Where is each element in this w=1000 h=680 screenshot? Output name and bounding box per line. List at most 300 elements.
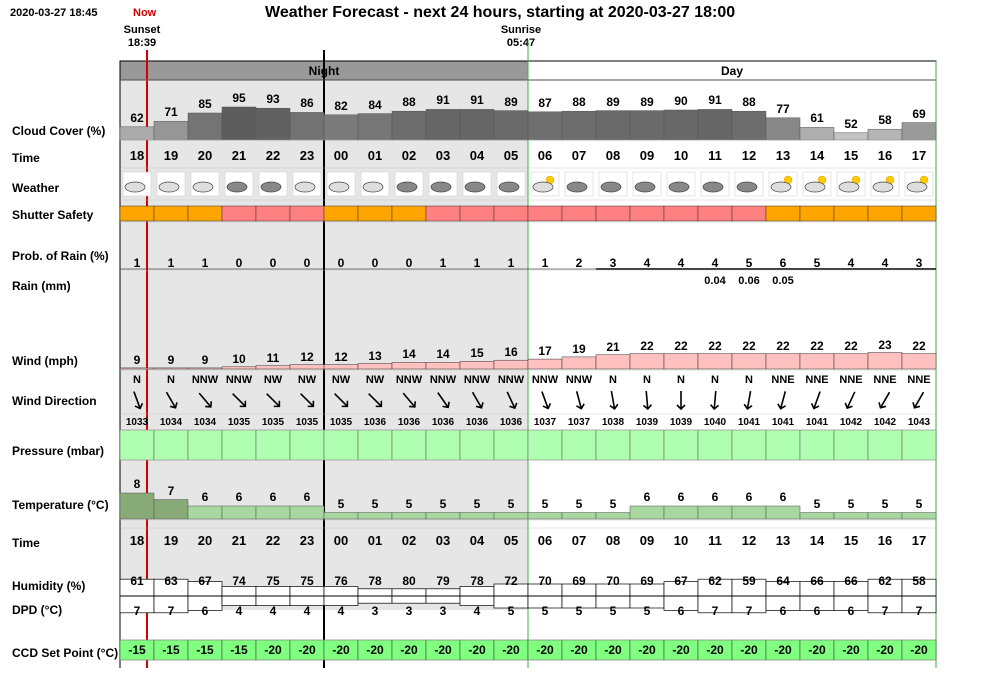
cloud-cover-bar [324,115,358,140]
prob-rain-value: 2 [575,256,583,270]
hour-label: 17 [911,148,927,163]
partly-cloudy-night-icon [159,182,179,192]
prob-rain-value: 4 [847,256,855,270]
wind-value: 22 [912,338,926,353]
prob-rain-value: 1 [473,256,481,270]
cloud-cover-bar [800,127,834,140]
wind-direction-value: N [167,374,175,386]
pressure-value: 1036 [465,417,489,428]
cloud-cover-bar [664,110,698,140]
wind-value: 14 [402,347,416,362]
ccd-value: -20 [876,643,894,657]
temperature-bar [766,506,800,519]
hour-label: 18 [129,533,145,548]
cloud-cover-value: 90 [674,94,688,108]
cloud-icon [431,182,451,192]
prob-rain-value: 5 [745,256,753,270]
cloud-cover-value: 88 [572,95,586,110]
cloud-cover-label: Cloud Cover (%) [12,124,106,138]
cloud-icon [499,182,519,192]
partly-cloudy-day-icon [907,182,927,192]
wind-value: 12 [334,349,348,364]
temperature-value: 8 [133,477,141,491]
cloud-cover-value: 89 [640,94,654,109]
wind-bar [902,354,936,369]
pressure-bar [562,430,596,460]
ccd-value: -20 [774,643,792,657]
temperature-bar [528,513,562,520]
temperature-value: 6 [269,490,277,504]
ccd-value: -20 [706,643,724,657]
wind-arrow-icon [777,390,789,409]
humidity-value: 62 [708,574,722,588]
pressure-bar [902,430,936,460]
temperature-value: 5 [473,496,481,511]
hour-label: 22 [265,533,281,548]
pressure-bar [290,430,324,460]
temperature-bar [256,506,290,519]
wind-direction-value: N [609,374,617,386]
partly-cloudy-night-icon [295,182,315,192]
prob-rain-value: 0 [303,256,311,270]
humidity-value: 63 [164,574,178,588]
dpd-value: 5 [575,604,583,618]
pressure-value: 1040 [703,417,727,428]
temperature-value: 5 [847,496,855,511]
dpd-label: DPD (°C) [12,603,63,617]
cloud-cover-bar [902,123,936,140]
dpd-value: 5 [609,604,617,618]
wind-value: 16 [504,345,518,360]
shutter-safety-cell [154,206,188,221]
timestamp: 2020-03-27 18:45 [10,7,98,19]
temperature-bar [120,493,154,519]
pressure-value: 1035 [227,417,251,428]
shutter-safety-cell [426,206,460,221]
wind-direction-value: NW [263,374,283,386]
partly-cloudy-day-icon [533,182,553,192]
hour-label: 02 [401,148,417,163]
pressure-value: 1039 [635,417,659,428]
hour-label: 00 [333,533,349,548]
cloud-icon [703,182,723,192]
cloud-cover-value: 86 [300,96,314,111]
temperature-label: Temperature (°C) [12,498,109,512]
wind-arrow-shape [642,391,652,410]
wind-direction-value: N [133,374,141,386]
prob-rain-value: 4 [677,256,685,270]
cloud-cover-value: 85 [198,97,212,111]
cloud-cover-value: 58 [878,113,892,128]
wind-arrow-icon [810,390,824,410]
wind-value: 22 [776,338,790,353]
pressure-label: Pressure (mbar) [12,444,105,458]
prob-rain-value: 1 [507,256,515,270]
shutter-safety-cell [188,206,222,221]
wind-arrow-icon [710,391,720,410]
pressure-bar [698,430,732,460]
prob-rain-value: 0 [269,256,277,270]
wind-bar [392,362,426,369]
wind-arrow-icon [607,390,618,409]
hour-label: 16 [877,148,893,163]
cloud-icon [397,182,417,192]
pressure-value: 1034 [159,417,183,428]
hour-label: 18 [129,148,145,163]
humidity-value: 58 [912,574,926,588]
ccd-value: -20 [638,643,656,657]
wind-bar [494,360,528,369]
shutter-safety-cell [664,206,698,221]
ccd-value: -20 [502,643,520,657]
cloud-icon [261,182,281,192]
prob-rain-label: Prob. of Rain (%) [12,249,109,263]
hour-label: 03 [435,148,451,163]
cloud-cover-bar [630,111,664,140]
hour-label: 17 [911,533,927,548]
hour-label: 14 [809,148,825,163]
cloud-cover-bar [528,112,562,140]
wind-value: 11 [266,350,280,365]
humidity-value: 62 [878,574,892,588]
cloud-cover-bar [596,111,630,140]
humidity-value: 67 [674,574,688,588]
wind-value: 17 [538,344,552,359]
day-label: Day [720,64,743,78]
humidity-value: 59 [742,574,756,588]
wind-value: 22 [742,338,756,353]
hour-label: 06 [537,148,553,163]
humidity-label: Humidity (%) [12,579,86,593]
time-label-2: Time [12,536,40,550]
partly-cloudy-day-icon [771,182,791,192]
wind-direction-value: NW [365,374,385,386]
pressure-bar [834,430,868,460]
wind-bar [120,368,154,369]
pressure-bar [664,430,698,460]
cloud-cover-value: 89 [504,94,518,109]
shutter-safety-cell [596,206,630,221]
pressure-value: 1042 [839,417,863,428]
wind-value: 23 [878,337,892,352]
dpd-value: 7 [133,604,141,618]
temperature-value: 5 [881,496,889,511]
cloud-cover-bar [290,112,324,140]
cloud-cover-bar [154,121,188,140]
wind-direction-value: NNW [429,374,457,386]
ccd-value: -20 [332,643,350,657]
wind-bar [664,354,698,369]
pressure-value: 1037 [533,417,557,428]
pressure-bar [494,430,528,460]
hour-label: 01 [367,148,383,163]
prob-rain-value: 0 [235,256,243,270]
hour-label: 19 [163,148,179,163]
rain-value: 0.06 [738,275,760,287]
shutter-safety-cell [256,206,290,221]
wind-arrow-icon [573,390,585,409]
hour-label: 01 [367,533,383,548]
shutter-safety-cell [766,206,800,221]
wind-bar [290,365,324,369]
temperature-bar [834,513,868,520]
cloud-cover-value: 84 [368,97,382,112]
pressure-bar [460,430,494,460]
temperature-value: 5 [507,496,515,511]
temperature-value: 5 [575,496,583,511]
sunrise-label: Sunrise [500,24,542,36]
dpd-value: 7 [167,604,175,618]
hour-label: 07 [571,533,587,548]
wind-arrow-shape [844,390,859,410]
dpd-value: 6 [779,604,787,618]
wind-direction-value: N [711,374,719,386]
temperature-bar [392,513,426,520]
wind-direction-value: N [745,374,753,386]
humidity-value: 69 [572,574,586,588]
hour-label: 23 [299,148,315,163]
wind-direction-value: N [643,374,651,386]
wind-direction-value: NNE [873,374,897,386]
sunset-time: 18:39 [127,37,157,49]
hour-label: 14 [809,533,825,548]
pressure-value: 1041 [737,417,761,428]
wind-bar [630,354,664,369]
wind-bar [256,366,290,369]
wind-direction-value: NNW [395,374,423,386]
wind-bar [732,354,766,369]
wind-direction-label: Wind Direction [12,394,97,408]
pressure-bar [358,430,392,460]
partly-cloudy-night-icon [125,182,145,192]
shutter-safety-cell [902,206,936,221]
wind-value: 13 [368,348,382,363]
shutter-safety-cell [494,206,528,221]
wind-arrow-shape [538,390,552,410]
pressure-bar [392,430,426,460]
wind-bar [562,357,596,369]
humidity-value: 78 [368,574,382,588]
dpd-value: 6 [813,604,821,618]
temperature-value: 5 [915,496,923,511]
hour-label: 15 [843,533,859,548]
wind-bar [766,354,800,369]
wind-direction-value: N [677,374,685,386]
hour-label: 08 [605,533,621,548]
temperature-value: 6 [303,490,311,504]
wind-value: 9 [133,352,141,367]
temperature-bar [902,513,936,520]
pressure-bar [256,430,290,460]
partly-cloudy-day-icon [839,182,859,192]
temperature-value: 5 [813,496,821,511]
cloud-icon [635,182,655,192]
prob-rain-value: 1 [133,256,141,270]
wind-bar [222,367,256,369]
prob-rain-value: 1 [201,256,209,270]
dpd-value: 4 [337,604,345,618]
dpd-value: 3 [405,604,413,618]
wind-direction-value: NW [297,374,317,386]
temperature-value: 6 [201,490,209,504]
wind-direction-value: NNW [191,374,219,386]
shutter-safety-cell [630,206,664,221]
humidity-value: 61 [130,574,144,588]
wind-direction-value: NNE [907,374,931,386]
prob-rain-value: 3 [609,256,617,270]
hour-label: 05 [503,533,519,548]
partly-cloudy-night-icon [363,182,383,192]
cloud-cover-value: 91 [470,93,484,108]
temperature-value: 5 [337,496,345,511]
page-title: Weather Forecast - next 24 hours, starting at 2020-03-27 18:00 [265,4,736,21]
night-label: Night [308,64,340,78]
wind-arrow-icon [877,390,893,410]
cloud-cover-bar [698,109,732,140]
rain-value: 0.05 [772,275,794,287]
pressure-value: 1042 [873,417,897,428]
wind-bar [868,353,902,370]
pressure-value: 1035 [329,417,353,428]
temperature-bar [358,513,392,520]
hour-label: 03 [435,533,451,548]
cloud-cover-bar [868,129,902,140]
wind-direction-value: NNE [839,374,863,386]
temperature-bar [188,506,222,519]
pressure-value: 1035 [261,417,285,428]
shutter-safety-cell [800,206,834,221]
wind-arrow-shape [810,390,824,410]
time-label: Time [12,151,40,165]
wind-bar [426,362,460,369]
partly-cloudy-day-icon [805,182,825,192]
cloud-icon [737,182,757,192]
wind-value: 22 [674,338,688,353]
pressure-bar [120,430,154,460]
shutter-safety-cell [324,206,358,221]
shutter-safety-cell [732,206,766,221]
temperature-value: 7 [167,483,175,498]
wind-value: 19 [572,341,586,356]
humidity-value: 66 [844,574,858,588]
dpd-value: 4 [269,604,277,618]
ccd-value: -20 [468,643,486,657]
wind-value: 9 [167,352,175,367]
temperature-bar [698,506,732,519]
pressure-value: 1041 [805,417,829,428]
temperature-value: 6 [779,490,787,504]
cloud-cover-bar [120,127,154,140]
cloud-cover-value: 71 [164,105,178,120]
hour-label: 19 [163,533,179,548]
temperature-bar [426,513,460,520]
humidity-value: 69 [640,574,654,588]
hour-label: 06 [537,533,553,548]
hour-label: 09 [639,148,655,163]
pressure-bar [324,430,358,460]
pressure-value: 1036 [363,417,387,428]
wind-arrow-shape [911,390,927,410]
ccd-value: -20 [264,643,282,657]
wind-direction-value: NNW [225,374,253,386]
shutter-safety-cell [392,206,426,221]
cloud-cover-value: 91 [708,93,722,108]
cloud-cover-bar [460,109,494,140]
ccd-value: -20 [672,643,690,657]
wind-bar [834,354,868,369]
cloud-cover-bar [392,111,426,140]
humidity-value: 72 [504,574,518,588]
temperature-bar [324,513,358,520]
wind-bar [800,354,834,369]
pressure-value: 1036 [431,417,455,428]
cloud-cover-value: 87 [538,95,552,110]
temperature-value: 5 [439,496,447,511]
humidity-value: 67 [198,574,212,588]
pressure-value: 1039 [669,417,693,428]
shutter-safety-cell [698,206,732,221]
humidity-value: 66 [810,574,824,588]
temperature-bar [630,506,664,519]
hour-label: 00 [333,148,349,163]
hour-label: 22 [265,148,281,163]
wind-arrow-shape [607,390,618,409]
wind-value: 22 [708,338,722,353]
wind-bar [358,364,392,370]
wind-value: 22 [844,338,858,353]
hour-label: 20 [197,533,213,548]
wind-value: 15 [470,346,484,361]
pressure-bar [528,430,562,460]
prob-rain-value: 1 [541,256,549,270]
cloud-cover-bar [188,113,222,140]
hour-label: 21 [231,148,247,163]
prob-rain-value: 0 [337,256,345,270]
hour-label: 12 [741,533,757,548]
dpd-value: 5 [541,604,549,618]
pressure-bar [868,430,902,460]
temperature-bar [290,506,324,519]
cloud-cover-bar [426,109,460,140]
wind-direction-value: NNW [463,374,491,386]
temperature-value: 6 [711,490,719,504]
hour-label: 02 [401,533,417,548]
prob-rain-value: 0 [405,256,413,270]
shutter-safety-cell [222,206,256,221]
shutter-safety-label: Shutter Safety [12,208,94,222]
pressure-bar [630,430,664,460]
temperature-value: 5 [609,496,617,511]
temperature-bar [460,513,494,520]
dpd-value: 7 [881,604,889,618]
cloud-cover-bar [358,114,392,140]
hour-label: 05 [503,148,519,163]
pressure-bar [426,430,460,460]
wind-arrow-icon [642,391,652,410]
dpd-value: 4 [473,604,481,618]
hour-label: 04 [469,533,485,548]
temperature-value: 6 [745,490,753,504]
cloud-icon [601,182,621,192]
wind-direction-value: NNE [771,374,795,386]
dpd-value: 3 [439,604,447,618]
temperature-value: 6 [677,490,685,504]
cloud-icon [227,182,247,192]
wind-arrow-icon [538,390,552,410]
wind-bar [698,354,732,369]
hour-label: 11 [708,148,722,163]
shutter-safety-cell [120,206,154,221]
